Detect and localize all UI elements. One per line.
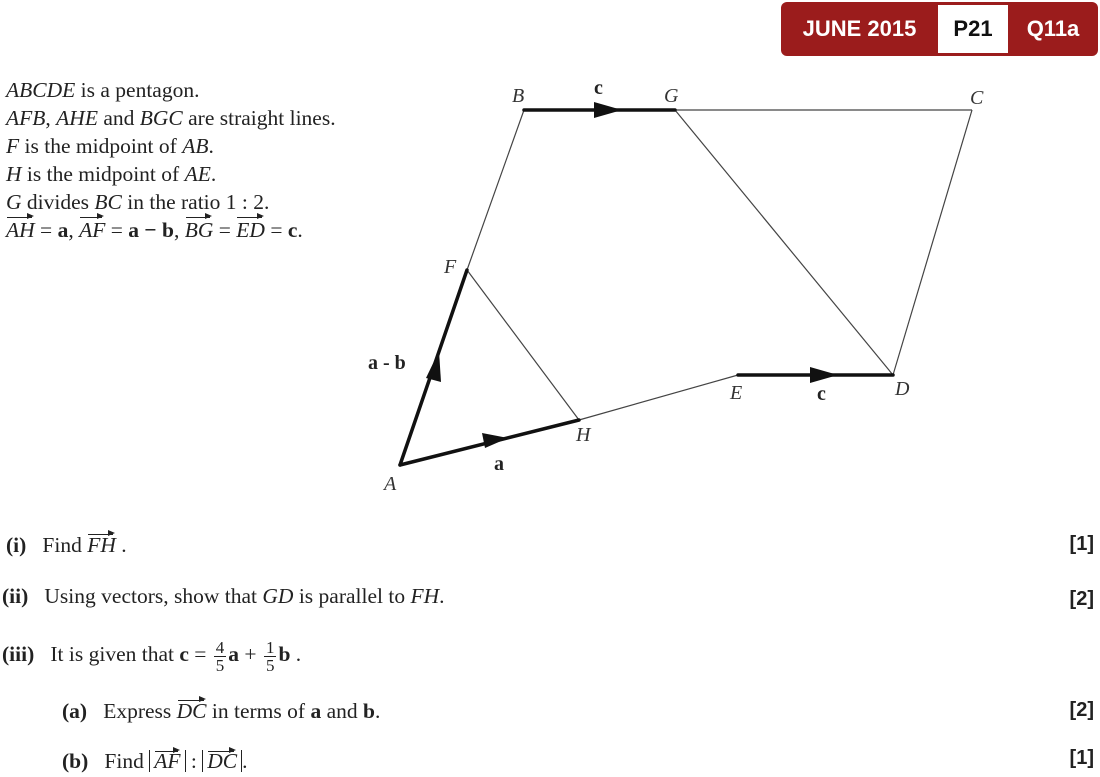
- vector-label-ah: a: [494, 453, 504, 475]
- arrowhead-af: [426, 351, 441, 382]
- vector-label-bg: c: [594, 77, 603, 99]
- vector-dc: DC: [176, 699, 207, 723]
- vector-af: AF: [79, 218, 106, 242]
- point-a-label: A: [384, 473, 397, 495]
- question-iii: (iii) It is given that c = $\frac{4}{5}$ a + $\frac{1}{5}$ b .: [2, 637, 302, 675]
- point-b-label: B: [512, 85, 525, 107]
- marks-i: [1]: [1069, 533, 1094, 555]
- exam-date: JUNE 2015: [802, 16, 917, 41]
- marks-iii-a: [2]: [1069, 699, 1094, 721]
- edge-gd: [675, 110, 893, 375]
- edge-cd: [893, 110, 972, 375]
- edge-fh: [467, 270, 579, 420]
- magnitude-af: AF: [149, 750, 185, 772]
- arrowhead-ed: [810, 367, 838, 383]
- point-c-label: C: [970, 87, 984, 109]
- point-h-label: H: [576, 424, 591, 446]
- question-iii-b: (b) Find AF : DC .: [62, 749, 248, 773]
- arrowhead-bg: [594, 102, 622, 118]
- statement-line-4: H is the midpoint of AE.: [6, 162, 217, 186]
- marks-ii: [2]: [1069, 588, 1094, 610]
- vector-ah: AH: [6, 218, 35, 242]
- vector-bg: BG: [184, 218, 214, 242]
- question-iii-a: (a) Express DC in terms of a and b.: [62, 699, 381, 723]
- vector-fh: FH: [87, 533, 116, 557]
- statement-line-2: AFB, AHE and BGC are straight lines.: [6, 106, 336, 130]
- fraction-four-fifths: $\frac{4}{5}$: [215, 637, 225, 675]
- statement-line-6: AH = a, AF = a − b, BG = ED = c.: [6, 218, 303, 242]
- question-ii: (ii) Using vectors, show that GD is parallel to FH.: [2, 584, 445, 608]
- point-g-label: G: [664, 85, 679, 107]
- edge-he: [579, 375, 738, 420]
- edge-fb: [467, 110, 524, 270]
- question-number: Q11a: [1026, 16, 1080, 41]
- point-e-label: E: [730, 382, 743, 404]
- vector-label-af: a - b: [368, 352, 406, 374]
- paper-number: P21: [938, 5, 1008, 53]
- vector-ed: ED: [236, 218, 265, 242]
- point-f-label: F: [444, 256, 457, 278]
- vector-label-ed: c: [817, 383, 826, 405]
- statement-line-3: F is the midpoint of AB.: [6, 134, 214, 158]
- statement-line-1: ABCDE is a pentagon.: [6, 78, 200, 102]
- question-i: (i) Find FH .: [6, 533, 127, 557]
- fraction-one-fifth: $\frac{1}{5}$: [265, 637, 275, 675]
- point-d-label: D: [895, 378, 910, 400]
- magnitude-dc: DC: [202, 750, 242, 772]
- marks-iii-b: [1]: [1069, 747, 1094, 769]
- statement-line-5: G divides BC in the ratio 1 : 2.: [6, 190, 270, 214]
